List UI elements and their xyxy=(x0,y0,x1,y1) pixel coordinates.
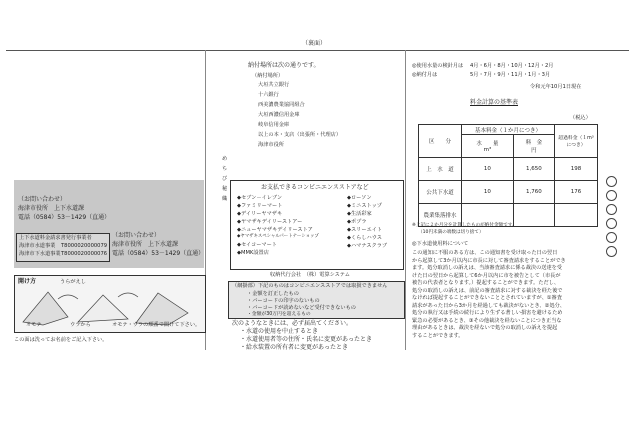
place-item: 大垣共立銀行 xyxy=(258,82,290,88)
open-label: 開け方 xyxy=(18,278,37,285)
cannot-pay-item: ・金額を訂正したもの xyxy=(247,291,299,297)
inquiry2-phone: 電話（0584）53－1429（直通） xyxy=(112,250,205,257)
contact-item: ・水道の使用を中止するとき xyxy=(240,328,319,335)
store-item: ◆MMK設置店 xyxy=(237,250,269,257)
table-footnote: ※上記に２か月分を計算したものが納付金額です。 xyxy=(412,223,517,228)
step-label: オモテ xyxy=(26,322,42,328)
issuer-row-number: T8000020000079 xyxy=(61,243,108,249)
stores-box xyxy=(230,180,404,270)
store-item: ◆ヤマザキデイリーストアー xyxy=(237,219,303,226)
cannot-pay-item: ・金額が30万円を超えるもの xyxy=(247,312,311,317)
table-footnote: （10円未満の端数は切り捨て） xyxy=(418,230,484,235)
tax-note: （税込） xyxy=(570,115,591,121)
store-item: ◆セブン－イレブン xyxy=(237,195,283,201)
store-item: ◆デイリーヤマザキ xyxy=(237,211,283,218)
place-item: 大垣西濃信用金庫 xyxy=(258,112,300,119)
store-item: ◆ポプラ xyxy=(347,219,367,226)
fee-table xyxy=(418,124,598,227)
inquiry-label: （お問い合わせ） xyxy=(18,196,67,203)
notice-title: ◎下水道使用料について xyxy=(412,241,469,247)
store-item: ◆生活彩家 xyxy=(347,211,372,218)
agent-label: 収納代行会社 （株）電算システム xyxy=(270,272,350,278)
contact-item: ・水道使用者等の住所・氏名に変更があったとき xyxy=(240,336,372,343)
places-title: 納付場所は次の通りです。 xyxy=(248,62,320,69)
table-row: 農業集落排水 xyxy=(419,204,598,227)
issuer-table xyxy=(16,233,110,262)
vertical-text: め ち び 秘 織 xyxy=(222,156,233,202)
step-label: オモテ・ウラの順番で開けて下さい。 xyxy=(112,322,201,328)
inquiry-phone: 電話（0584）53－1429（直通） xyxy=(18,214,111,221)
place-item: 十六銀行 xyxy=(258,92,279,99)
stores-left-list xyxy=(237,194,319,257)
inquiry-dept: 海津市役所 上下水道課 xyxy=(18,205,85,212)
binding-hole xyxy=(606,218,617,229)
page-header-label: （裏面） xyxy=(302,40,327,47)
payment-months-label: ◎納付月は xyxy=(412,72,438,78)
places-list xyxy=(258,82,341,152)
fee-col-water: 水 量 m³ xyxy=(462,135,514,158)
issuer-row-label: 海津市水道事業 xyxy=(19,243,56,249)
inquiry2-label: （お問い合わせ） xyxy=(112,232,161,239)
issuer-row-number: T8000020000076 xyxy=(61,251,108,257)
reading-months-label: ◎使用水量の検針月は xyxy=(412,63,464,69)
open-steps-illustration xyxy=(18,287,201,328)
store-item: ◆くらしハウス xyxy=(347,235,382,242)
issuer-table-title: 上下水道料金請求書発行事業者 xyxy=(19,235,92,241)
binding-hole xyxy=(606,232,617,243)
store-item: ◆ニューヤマザキデイリーストア xyxy=(237,227,313,234)
fee-col-fee: 料 金 円 xyxy=(513,135,554,158)
binding-hole xyxy=(606,176,617,187)
fee-col-excess: 超過料金（１m³につき） xyxy=(555,125,598,158)
binding-hole xyxy=(606,204,617,215)
table-row: 公共下水道 10 1,760 176 xyxy=(419,181,598,204)
contact-item: ・給水装置の所有者に変更があったとき xyxy=(240,344,348,351)
store-item: ◆ミニストップ xyxy=(347,203,382,210)
place-item: 以上の本・支店（出張所・代理店） xyxy=(258,132,342,139)
fold-label: うらがえし xyxy=(60,279,86,285)
place-item: 海津市役所 xyxy=(258,142,284,149)
inquiry2-dept: 海津市役所 上下水道課 xyxy=(112,241,179,248)
store-item: ◆ヤマザキスペシャルパートナーショップ xyxy=(237,234,319,240)
top-border xyxy=(6,50,629,51)
payment-months: 5月・7月・9月・11月・1月・3月 xyxy=(470,72,551,78)
contact-intro: 次のようなときには、必ず届出てください。 xyxy=(232,320,353,327)
binding-hole xyxy=(606,190,617,201)
cannot-pay-intro: （網掛部）下記のものはコンビニエンスストアでは取扱できません xyxy=(232,283,388,289)
issuer-row-label: 海津市下水道事業 xyxy=(19,251,61,257)
fee-col-area: 区 分 xyxy=(419,125,462,158)
store-item: ◆ファミリーマート xyxy=(237,203,283,210)
cannot-pay-item: ・バーコードの印字のないもの xyxy=(247,298,320,304)
stores-title: お支払できるコンビニエンスストアなど xyxy=(261,184,369,191)
cannot-pay-item: ・バーコードが読めないなど受付できないもの xyxy=(247,305,356,311)
store-item: ◆セイコーマート xyxy=(237,242,277,249)
binding-hole xyxy=(606,246,617,257)
reading-months: 4月・6月・8月・10月・12月・2月 xyxy=(470,63,554,69)
place-item: 西美濃農業協同組合 xyxy=(258,102,305,109)
stores-right-list xyxy=(347,194,387,250)
store-item: ◆スリーエイト xyxy=(347,227,383,234)
place-item: 岐阜信用金庫 xyxy=(258,122,290,129)
notice-body: この通知に不服のある方は、この通知書を受け取った日の翌日 から起算して3か月以内に市長に対して審査請求をすることができ ます。処分取消しの訴えは、当該審査請求に係る裁決の送達を受 けた日の翌日から起算して6か月以内に市を被告として（市長が 被告の代表者となります。）提起することができます。ただし、 処分の取消しの訴えは、前記の審査請求に対する裁決を経た後で なければ提起することができないこととされていますが、①審査 請求があった日から3か月を経過しても裁決がないとき、②処分、 処分の執行又は手続の続行により生ずる著しい損害を避けるため 緊急の必要があるとき、③その他裁決を経ないことにつき正当な 理由があるときは、裁決を経ないで処分の取消しの訴えを提起 することができます。 xyxy=(412,250,566,339)
places-subtitle: （納付場所） xyxy=(252,73,284,79)
step-label: ウラから xyxy=(70,322,91,328)
cannot-pay-box xyxy=(228,281,405,319)
store-item: ◆ハマナスクラブ xyxy=(347,243,388,250)
date-note: 令和元年10月1日現在 xyxy=(530,84,582,90)
fee-table-title: 料金計算の基準表 xyxy=(470,99,519,106)
fold-line-right xyxy=(405,50,406,350)
fee-col-base: 基本料金（１か月につき） xyxy=(462,125,555,135)
store-item: ◆ローソン xyxy=(347,195,372,201)
footer-note: この面は洗ってお名前をご記入下さい。 xyxy=(14,337,108,343)
table-row: 上 水 道 10 1,650 198 xyxy=(419,158,598,181)
